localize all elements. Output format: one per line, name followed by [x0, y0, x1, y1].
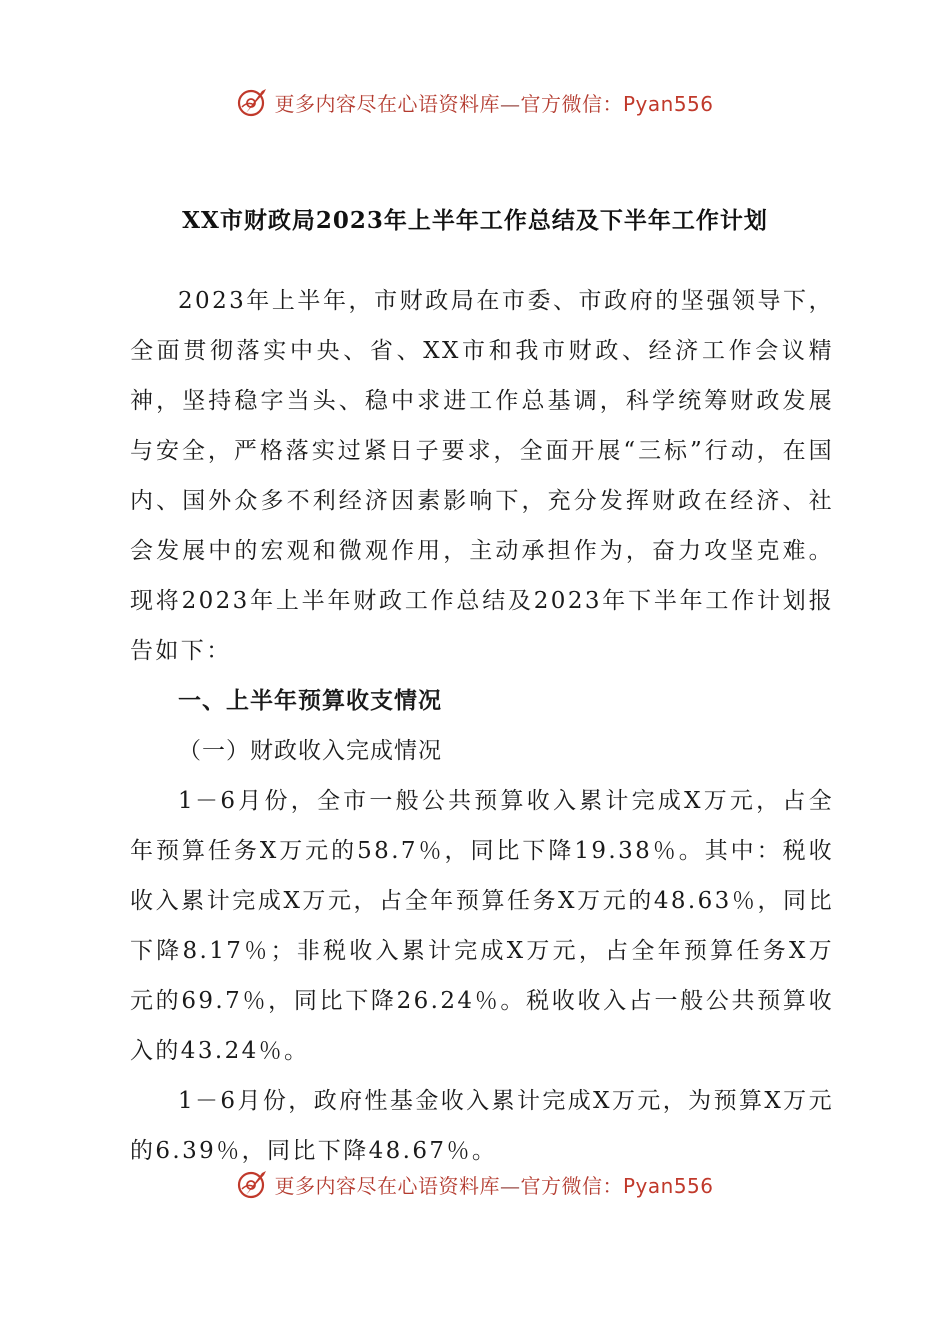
- document-body: [130, 276, 834, 1176]
- revenue-paragraph: 1－6月份，全市一般公共预算收入累计完成X万元，占全年预算任务X万元的58.7％，同比下降19.38％。其中：税收收入累计完成X万元，占全年预算任务X万元的48.63％，同比下降8.17％；非税收入累计完成X万元，占全年预算任务X万元的69.7％，同比下降26.24％。税收收入占一般公共预算收入的43.24％。: [130, 788, 834, 1064]
- watermark-wechat-label: 官方微信：: [520, 1173, 623, 1198]
- watermark-separator: —: [499, 1173, 521, 1198]
- intro-paragraph: 2023年上半年，市财政局在市委、市政府的坚强领导下，全面贯彻落实中央、省、XX市和我市财政、经济工作会议精神，坚持稳字当头、稳中求进工作总基调，科学统筹财政发展与安全，严格落实过紧日子要求，全面开展“三标”行动，在国内、国外众多不利经济因素影响下，充分发挥财政在经济、社会发展中的宏观和微观作用，主动承担作为，奋力攻坚克难。现将2023年上半年财政工作总结及2023年下半年工作计划报告如下：: [130, 288, 834, 664]
- watermark-slogan: 更多内容尽在心语资料库: [274, 91, 500, 116]
- watermark-banner-top: [0, 82, 950, 122]
- watermark-wechat-label: 官方微信：: [520, 91, 623, 116]
- watermark-slogan: 更多内容尽在心语资料库: [274, 1173, 500, 1198]
- watermark-account: Pyan556: [622, 1173, 714, 1198]
- section-heading: 一、上半年预算收支情况: [178, 687, 442, 714]
- document-title: XX市财政局2023年上半年工作总结及下半年工作计划: [182, 207, 768, 234]
- subsection-heading: （一）财政收入完成情况: [178, 738, 442, 764]
- quill-logo-icon: [236, 1167, 270, 1201]
- watermark-account: Pyan556: [622, 91, 714, 116]
- fund-revenue-paragraph: 1－6月份，政府性基金收入累计完成X万元，为预算X万元的6.39％，同比下降48.67％。: [130, 1088, 834, 1164]
- watermark-text: [274, 1170, 713, 1199]
- quill-logo-icon: [236, 85, 270, 119]
- watermark-banner-bottom: [0, 1164, 950, 1204]
- watermark-separator: —: [499, 91, 521, 116]
- watermark-text: [274, 88, 713, 117]
